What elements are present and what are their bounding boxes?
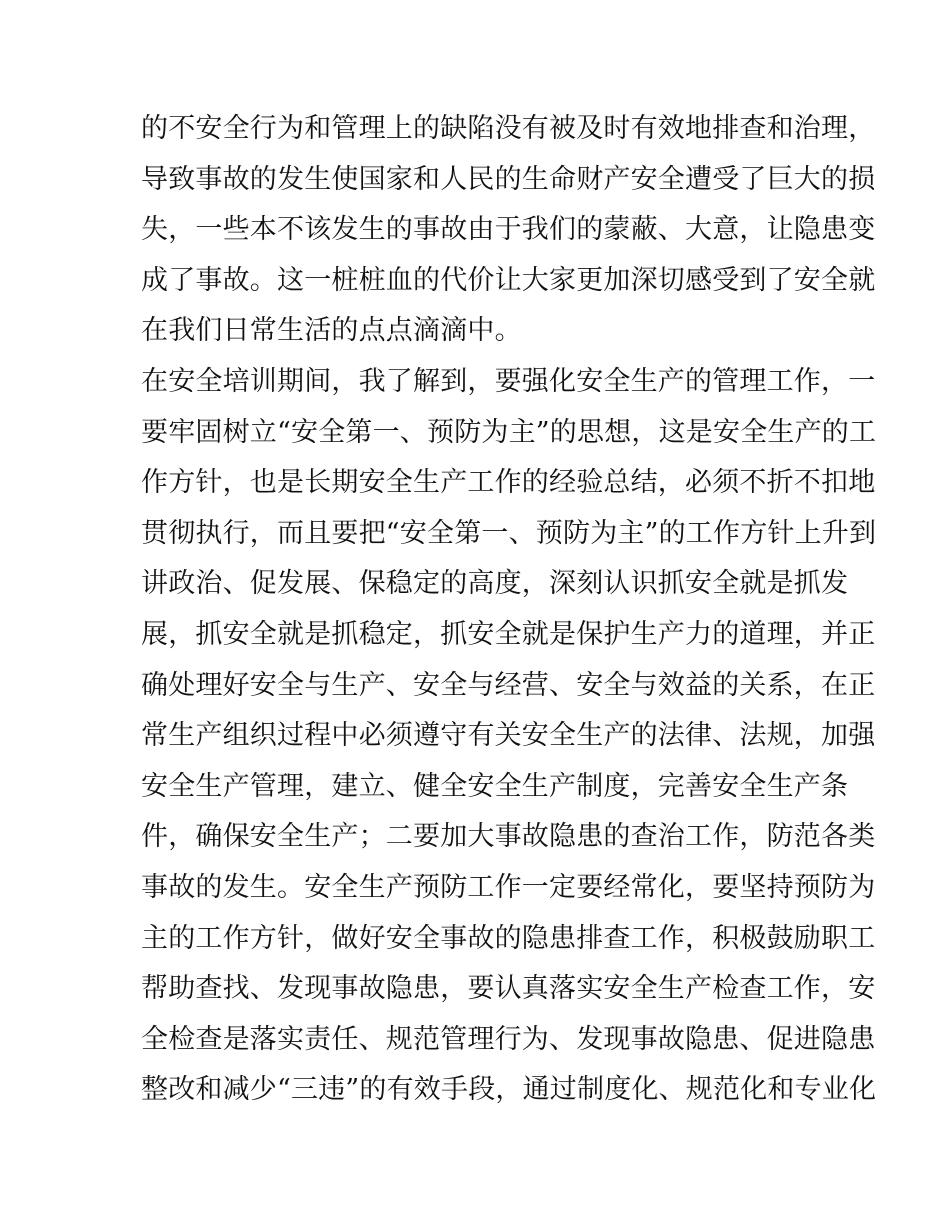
body-text — [141, 104, 877, 1116]
text-line: 要牢固树立“安全第一、预防为主”的思想，这是安全生产的工 — [141, 416, 877, 448]
text-line: 展，抓安全就是抓稳定，抓安全就是保护生产力的道理，并正 — [141, 618, 876, 650]
text-line: 成了事故。这一桩桩血的代价让大家更加深切感受到了安全就 — [141, 264, 876, 296]
text-line: 事故的发生。安全生产预防工作一定要经常化，要坚持预防为 — [141, 871, 876, 903]
text-line: 件，确保安全生产；二要加大事故隐患的查治工作，防范各类 — [141, 821, 876, 853]
text-line: 的不安全行为和管理上的缺陷没有被及时有效地排查和治理， — [141, 113, 876, 144]
text-line: 在安全培训期间，我了解到，要强化安全生产的管理工作，一 — [141, 365, 876, 397]
text-line: 帮助查找、发现事故隐患，要认真落实安全生产检查工作，安 — [141, 973, 876, 1005]
text-line: 安全生产管理，建立、健全安全生产制度，完善安全生产条 — [141, 770, 849, 802]
text-line: 整改和减少“三违”的有效手段，通过制度化、规范化和专业化 — [141, 1074, 877, 1106]
text-line: 作方针，也是长期安全生产工作的经验总结，必须不折不扣地 — [141, 467, 876, 499]
text-line: 全检查是落实责任、规范管理行为、发现事故隐患、促进隐患 — [141, 1023, 876, 1055]
text-line: 确处理好安全与生产、安全与经营、安全与效益的关系，在正 — [141, 669, 876, 701]
text-line: 贯彻执行，而且要把“安全第一、预防为主”的工作方针上升到 — [141, 517, 877, 549]
text-line: 失，一些本不该发生的事故由于我们的蒙蔽、大意，让隐患变 — [141, 214, 876, 246]
text-line: 主的工作方针，做好安全事故的隐患排查工作，积极鼓励职工 — [141, 922, 876, 954]
text-line: 在我们日常生活的点点滴滴中。 — [141, 315, 522, 347]
text-line: 讲政治、促发展、保稳定的高度，深刻认识抓安全就是抓发 — [141, 568, 849, 600]
text-line: 导致事故的发生使国家和人民的生命财产安全遭受了巨大的损 — [141, 163, 876, 195]
text-line: 常生产组织过程中必须遵守有关安全生产的法律、法规，加强 — [141, 720, 876, 752]
